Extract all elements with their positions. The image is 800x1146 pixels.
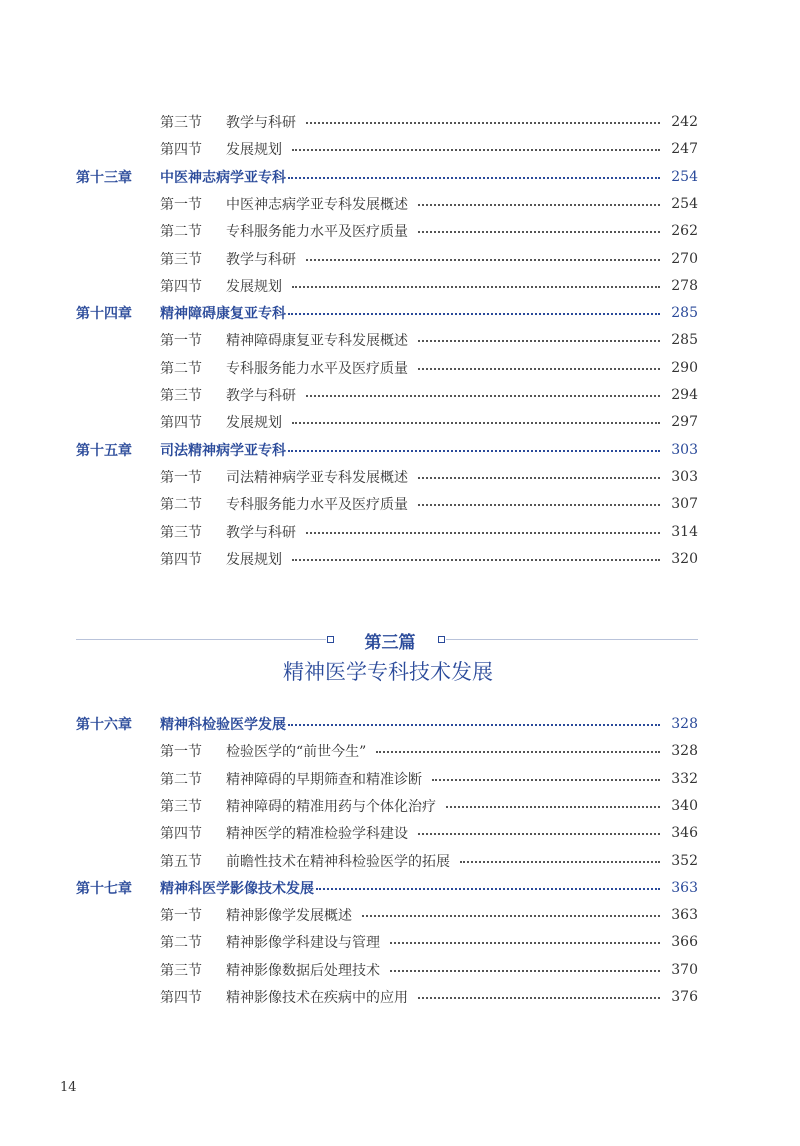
entry-title: 精神影像学发展概述 xyxy=(226,908,352,925)
toc-section-entry[interactable] xyxy=(160,904,698,926)
entry-title: 精神影像学科建设与管理 xyxy=(226,935,380,952)
entry-title: 精神影像数据后处理技术 xyxy=(226,962,380,979)
entry-page-number: 307 xyxy=(671,496,698,513)
entry-number: 第十五章 xyxy=(76,442,132,459)
entry-title: 发展规划 xyxy=(226,551,282,568)
entry-title: 专科服务能力水平及医疗质量 xyxy=(226,224,408,241)
toc-section-entry[interactable] xyxy=(160,138,698,160)
entry-number: 第一节 xyxy=(160,333,202,350)
entry-title: 中医神志病学亚专科 xyxy=(160,169,286,186)
entry-number: 第三节 xyxy=(160,388,202,404)
dot-leader xyxy=(418,204,660,206)
entry-number: 第三节 xyxy=(160,524,202,541)
entry-number: 第二节 xyxy=(160,224,202,241)
entry-title: 精神障碍康复亚专科 xyxy=(160,306,286,323)
entry-page-number: 376 xyxy=(671,989,698,1005)
toc-section-entry[interactable] xyxy=(160,493,698,515)
entry-number: 第一节 xyxy=(160,908,202,925)
dot-leader xyxy=(390,942,660,944)
dot-leader xyxy=(418,231,660,233)
toc-section-entry[interactable] xyxy=(160,548,698,570)
part-title[interactable]: 精神医学专科技术发展 xyxy=(283,660,493,684)
dot-leader xyxy=(446,806,660,808)
entry-page-number: 346 xyxy=(671,825,698,842)
toc-section-entry[interactable] xyxy=(160,850,698,872)
entry-number: 第二节 xyxy=(160,497,202,514)
entry-number: 第十六章 xyxy=(76,717,132,733)
entry-title: 精神影像技术在疾病中的应用 xyxy=(226,990,408,1006)
entry-title: 精神障碍的精准用药与个体化治疗 xyxy=(226,798,436,815)
entry-number: 第十四章 xyxy=(76,306,132,323)
toc-chapter-entry[interactable] xyxy=(76,302,698,324)
entry-title: 教学与科研 xyxy=(226,524,296,541)
dot-leader xyxy=(316,888,660,890)
toc-chapter-entry[interactable] xyxy=(76,877,698,899)
entry-page-number: 290 xyxy=(671,359,698,376)
entry-number: 第四节 xyxy=(160,142,202,159)
entry-page-number: 262 xyxy=(671,223,698,240)
dot-leader xyxy=(362,915,660,917)
toc-chapter-entry[interactable] xyxy=(76,713,698,735)
entry-page-number: 285 xyxy=(671,332,698,349)
entry-number: 第四节 xyxy=(160,415,202,432)
dot-leader xyxy=(288,313,660,315)
entry-page-number: 320 xyxy=(671,550,698,567)
dot-leader xyxy=(306,395,660,397)
entry-title: 专科服务能力水平及医疗质量 xyxy=(226,360,408,377)
entry-page-number: 332 xyxy=(671,770,698,787)
entry-title: 精神障碍康复亚专科发展概述 xyxy=(226,333,408,350)
entry-number: 第三节 xyxy=(160,798,202,815)
toc-section-entry[interactable] xyxy=(160,521,698,543)
entry-number: 第四节 xyxy=(160,990,202,1006)
toc-section-entry[interactable] xyxy=(160,248,698,270)
dot-leader xyxy=(418,997,660,999)
entry-number: 第二节 xyxy=(160,935,202,952)
toc-section-entry[interactable] xyxy=(160,329,698,351)
entry-page-number: 270 xyxy=(671,250,698,267)
entry-page-number: 363 xyxy=(671,907,698,924)
entry-number: 第一节 xyxy=(160,469,202,486)
entry-title: 专科服务能力水平及医疗质量 xyxy=(226,497,408,514)
entry-page-number: 303 xyxy=(671,441,698,458)
toc-section-entry[interactable] xyxy=(160,931,698,953)
entry-page-number: 254 xyxy=(671,168,698,185)
entry-title: 教学与科研 xyxy=(226,115,296,131)
entry-number: 第三节 xyxy=(160,251,202,268)
toc-section-entry[interactable] xyxy=(160,740,698,762)
dot-leader xyxy=(306,122,660,124)
entry-page-number: 254 xyxy=(671,195,698,212)
toc-chapter-entry[interactable] xyxy=(76,166,698,188)
part-divider-left xyxy=(76,639,326,640)
toc-section-entry[interactable] xyxy=(160,959,698,981)
entry-number: 第四节 xyxy=(160,278,202,295)
entry-page-number: 363 xyxy=(671,879,698,896)
toc-section-entry[interactable] xyxy=(160,384,698,406)
dot-leader xyxy=(418,368,660,370)
dot-leader xyxy=(292,422,660,424)
page-number: 14 xyxy=(60,1080,77,1095)
toc-section-entry[interactable] xyxy=(160,822,698,844)
entry-page-number: 278 xyxy=(671,277,698,294)
toc-section-entry[interactable] xyxy=(160,986,698,1008)
entry-title: 检验医学的“前世今生” xyxy=(226,744,367,761)
dot-leader xyxy=(418,477,660,479)
toc-section-entry[interactable] xyxy=(160,466,698,488)
entry-number: 第四节 xyxy=(160,551,202,568)
entry-title: 司法精神病学亚专科 xyxy=(160,442,286,459)
entry-number: 第三节 xyxy=(160,115,202,131)
entry-page-number: 352 xyxy=(671,852,698,869)
entry-number: 第四节 xyxy=(160,826,202,843)
entry-page-number: 303 xyxy=(671,468,698,485)
toc-section-entry[interactable] xyxy=(160,220,698,242)
entry-title: 发展规划 xyxy=(226,142,282,159)
dot-leader xyxy=(288,724,660,726)
dot-leader xyxy=(460,861,660,863)
toc-section-entry[interactable] xyxy=(160,357,698,379)
entry-number: 第十七章 xyxy=(76,880,132,897)
part-label: 第三篇 xyxy=(364,633,416,653)
entry-number: 第二节 xyxy=(160,360,202,377)
entry-title: 精神障碍的早期筛查和精准诊断 xyxy=(226,771,422,788)
dot-leader xyxy=(288,177,660,179)
entry-number: 第一节 xyxy=(160,196,202,213)
dot-leader xyxy=(292,559,660,561)
toc-section-entry[interactable] xyxy=(160,275,698,297)
dot-leader xyxy=(418,340,660,342)
entry-title: 司法精神病学亚专科发展概述 xyxy=(226,469,408,486)
dot-leader xyxy=(418,833,660,835)
dot-leader xyxy=(306,259,660,261)
toc-section-entry[interactable] xyxy=(160,193,698,215)
entry-number: 第一节 xyxy=(160,744,202,761)
entry-page-number: 340 xyxy=(671,797,698,814)
entry-page-number: 328 xyxy=(671,716,698,732)
entry-page-number: 285 xyxy=(671,305,698,322)
dot-leader xyxy=(376,751,660,753)
toc-section-entry[interactable] xyxy=(160,795,698,817)
entry-title: 精神医学的精准检验学科建设 xyxy=(226,826,408,843)
entry-page-number: 314 xyxy=(671,523,698,540)
toc-section-entry[interactable] xyxy=(160,111,698,133)
entry-page-number: 366 xyxy=(671,934,698,951)
entry-page-number: 247 xyxy=(671,141,698,158)
entry-page-number: 328 xyxy=(671,743,698,760)
dot-leader xyxy=(306,532,660,534)
dot-leader xyxy=(418,504,660,506)
entry-title: 教学与科研 xyxy=(226,251,296,268)
entry-title: 教学与科研 xyxy=(226,388,296,404)
entry-title: 精神科医学影像技术发展 xyxy=(160,880,314,897)
entry-title: 前瞻性技术在精神科检验医学的拓展 xyxy=(226,853,450,870)
entry-title: 精神科检验医学发展 xyxy=(160,717,286,733)
toc-section-entry[interactable] xyxy=(160,768,698,790)
dot-leader xyxy=(432,779,660,781)
toc-section-entry[interactable] xyxy=(160,411,698,433)
entry-number: 第五节 xyxy=(160,853,202,870)
dot-leader xyxy=(292,149,660,151)
dot-leader xyxy=(390,970,660,972)
dot-leader xyxy=(292,286,660,288)
entry-title: 发展规划 xyxy=(226,415,282,432)
entry-number: 第十三章 xyxy=(76,169,132,186)
entry-number: 第三节 xyxy=(160,962,202,979)
entry-page-number: 297 xyxy=(671,414,698,431)
entry-number: 第二节 xyxy=(160,771,202,788)
toc-chapter-entry[interactable] xyxy=(76,439,698,461)
entry-page-number: 242 xyxy=(671,114,698,130)
entry-page-number: 294 xyxy=(671,387,698,403)
entry-title: 中医神志病学亚专科发展概述 xyxy=(226,196,408,213)
entry-title: 发展规划 xyxy=(226,278,282,295)
entry-page-number: 370 xyxy=(671,961,698,978)
dot-leader xyxy=(288,450,660,452)
part-divider-right xyxy=(446,639,698,640)
